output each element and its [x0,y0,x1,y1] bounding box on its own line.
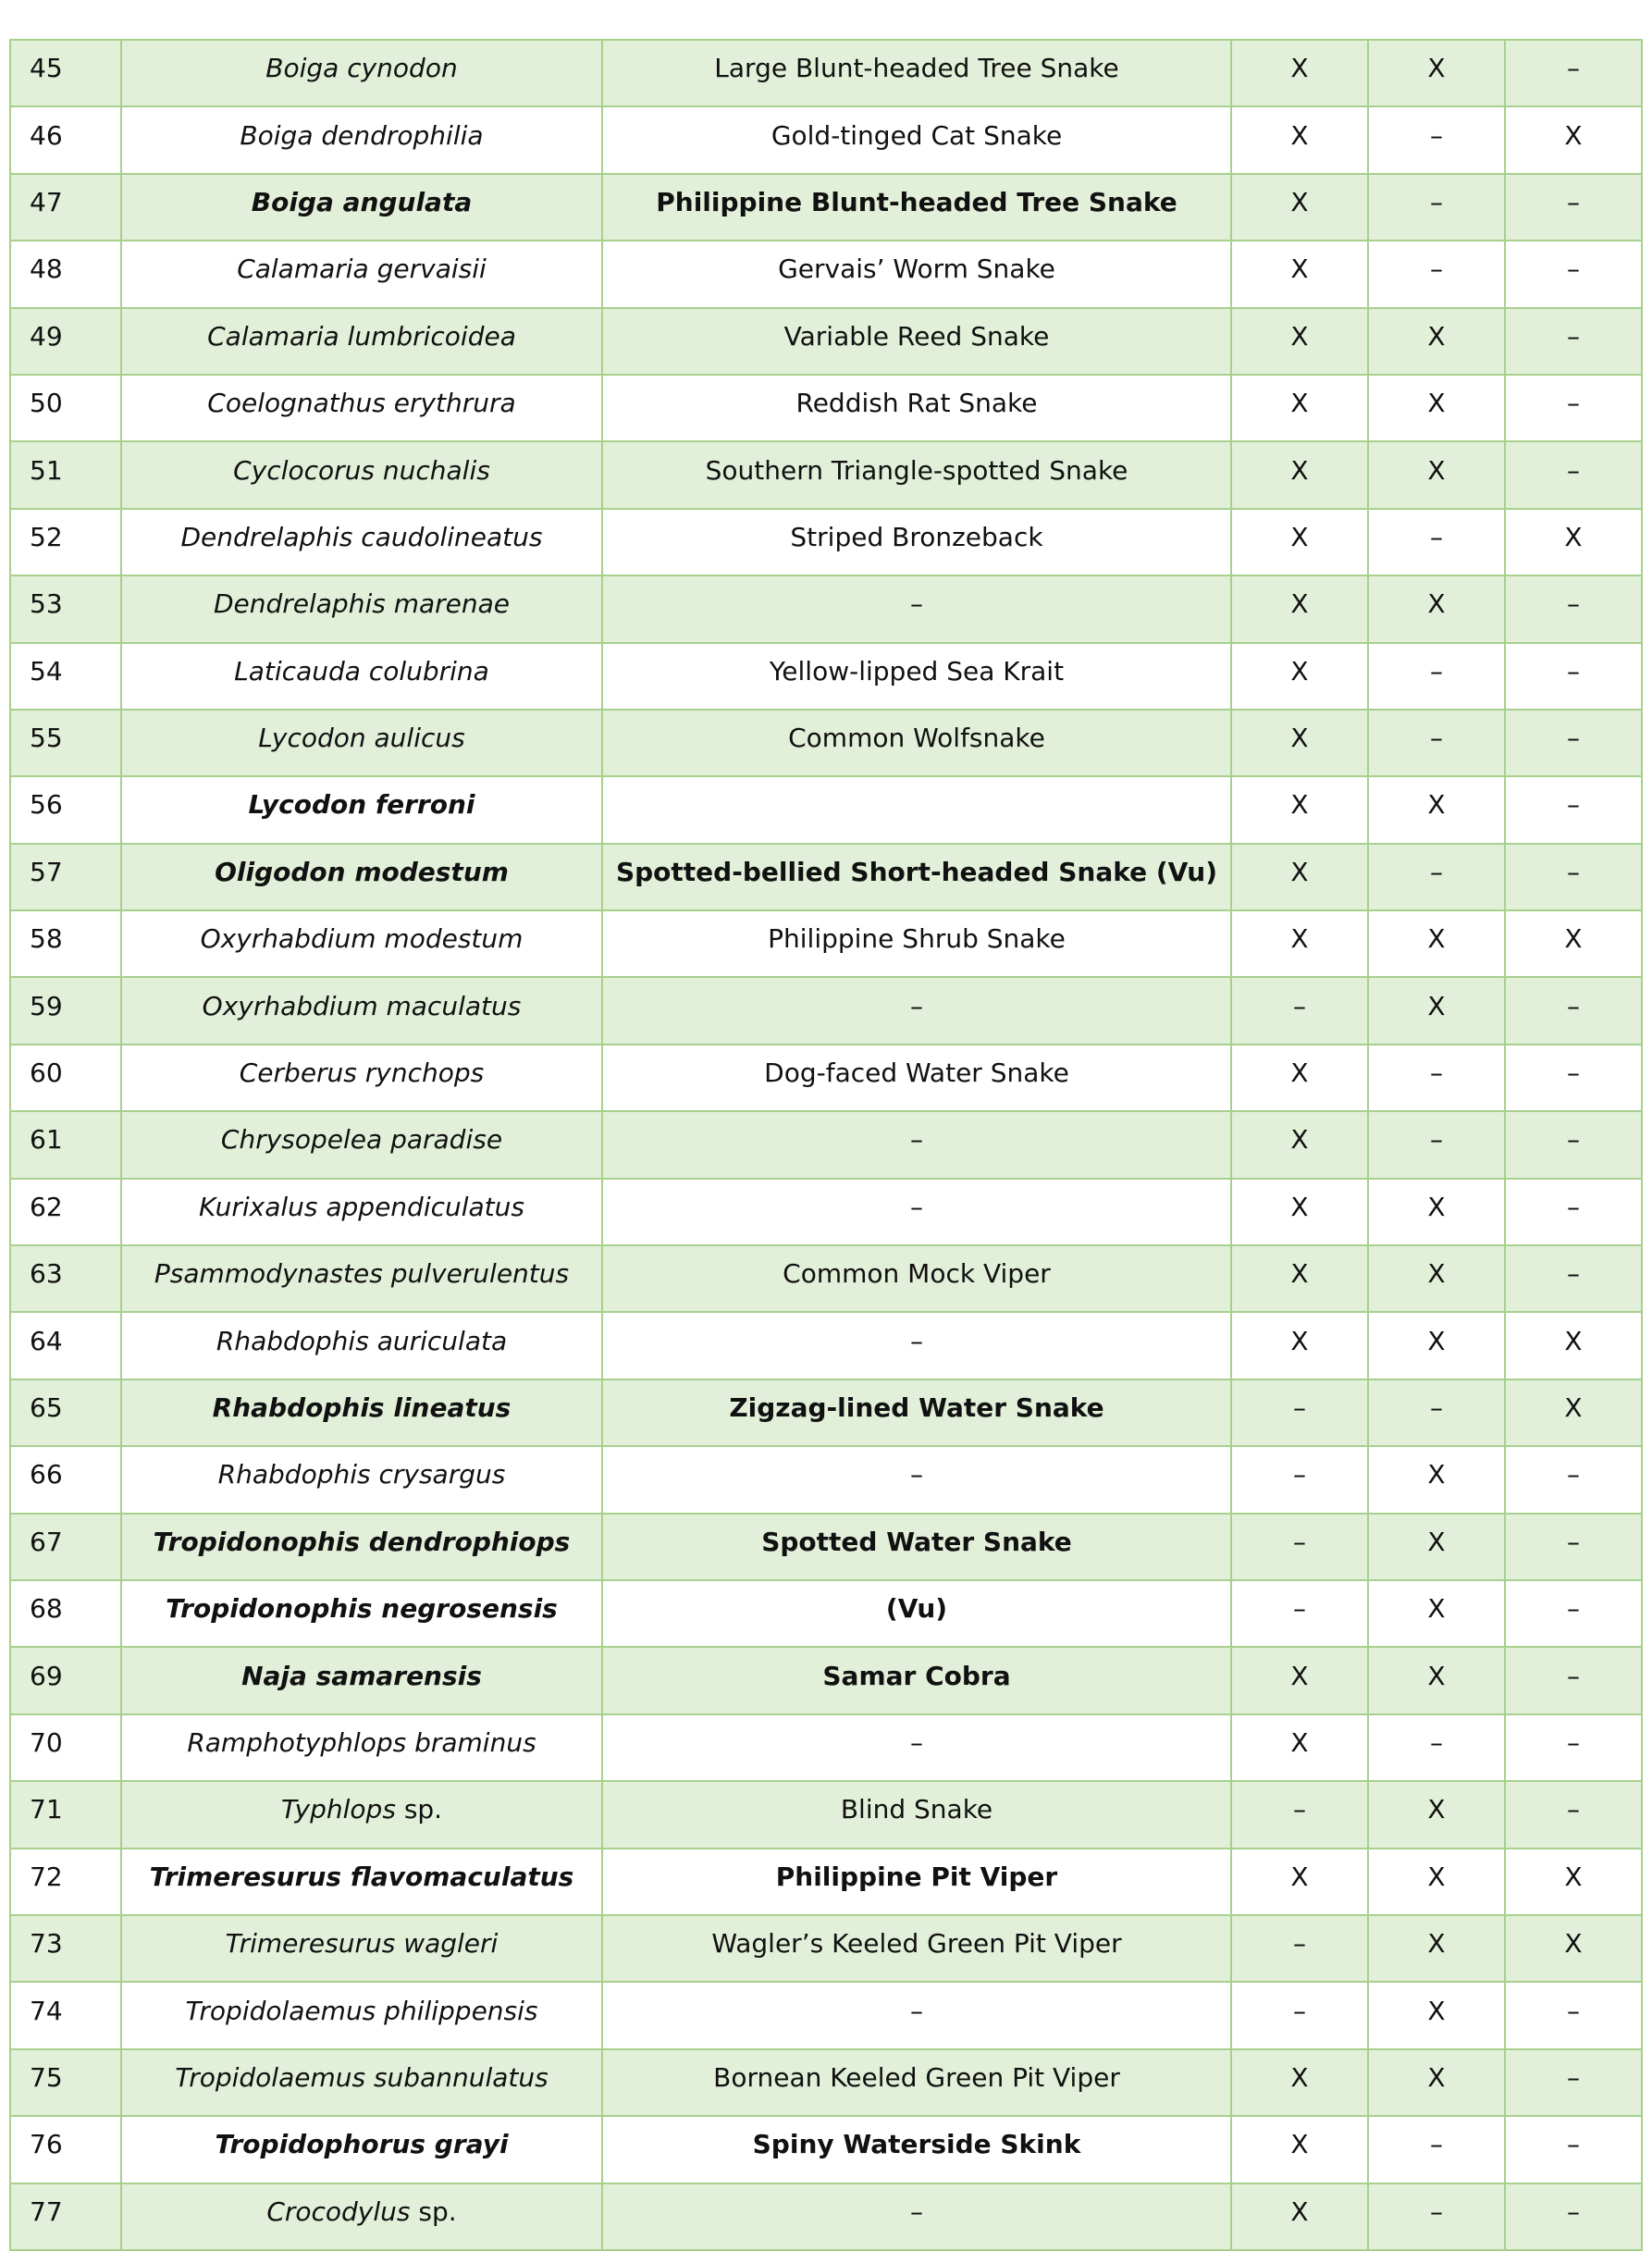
scientific-name [121,1580,602,1647]
common-name: – [602,1446,1231,1513]
site-3-presence: X [1505,910,1642,977]
common-name: Common Wolfsnake [602,710,1231,776]
site-2-presence: X [1368,1312,1505,1379]
site-3-presence: X [1505,509,1642,575]
scientific-name-text: Tropidonophis dendrophiops [153,1526,571,1557]
site-2-presence: – [1368,1111,1505,1178]
common-name: – [602,1179,1231,1245]
common-name: – [602,1312,1231,1379]
site-3-presence: – [1505,1045,1642,1111]
scientific-name [121,1312,602,1379]
common-name: – [602,1111,1231,1178]
site-2-presence: – [1368,509,1505,575]
common-name: Striped Bronzeback [602,509,1231,575]
site-3-presence: – [1505,2049,1642,2116]
site-1-presence: – [1231,1514,1368,1580]
common-name: Southern Triangle-spotted Snake [602,441,1231,508]
site-3-presence: – [1505,2183,1642,2250]
scientific-name [121,174,602,241]
site-3-presence: – [1505,1111,1642,1178]
scientific-name [121,1179,602,1245]
scientific-name-text: Ramphotyphlops braminus [187,1726,536,1758]
table-row [10,575,1642,642]
table-row [10,776,1642,843]
common-name: – [602,1714,1231,1781]
scientific-name-text: Chrysopelea paradise [220,1124,503,1156]
scientific-name [121,1982,602,2048]
scientific-name [121,1111,602,1178]
site-2-presence: X [1368,1982,1505,2048]
scientific-name-text: Trimeresurus flavomaculatus [149,1861,574,1892]
record-number: 45 [10,40,121,106]
record-number: 49 [10,308,121,375]
record-number: 75 [10,2049,121,2116]
common-name: (Vu) [602,1580,1231,1647]
site-1-presence: X [1231,910,1368,977]
site-3-presence: – [1505,40,1642,106]
common-name: Common Mock Viper [602,1245,1231,1312]
site-1-presence: X [1231,106,1368,173]
common-name: – [602,2183,1231,2250]
scientific-name [121,1245,602,1312]
site-1-presence: X [1231,174,1368,241]
table-row [10,1915,1642,1982]
scientific-name-text: Laticauda colubrina [234,655,489,686]
scientific-name [121,40,602,106]
site-2-presence: X [1368,375,1505,441]
record-number: 67 [10,1514,121,1580]
table-row [10,2049,1642,2116]
site-1-presence: X [1231,844,1368,910]
scientific-name-text: Boiga angulata [251,186,473,217]
site-1-presence: – [1231,1982,1368,2048]
record-number: 58 [10,910,121,977]
site-1-presence: X [1231,1312,1368,1379]
scientific-name-text: Cerberus rynchops [239,1057,485,1089]
scientific-name [121,977,602,1044]
scientific-name-text: Boiga cynodon [265,53,458,84]
scientific-name [121,2116,602,2183]
common-name: Spotted-bellied Short-headed Snake (Vu) [602,844,1231,910]
record-number: 50 [10,375,121,441]
site-1-presence: – [1231,1915,1368,1982]
site-1-presence: X [1231,1179,1368,1245]
scientific-name-text: Tropidonophis negrosensis [166,1593,558,1625]
scientific-name [121,1714,602,1781]
site-3-presence: – [1505,1982,1642,2048]
scientific-name [121,1446,602,1513]
site-2-presence: X [1368,1781,1505,1848]
scientific-name [121,710,602,776]
scientific-name [121,308,602,375]
table-row [10,2183,1642,2250]
table-row [10,241,1642,307]
common-name: – [602,575,1231,642]
record-number: 73 [10,1915,121,1982]
record-number: 74 [10,1982,121,2048]
site-1-presence: X [1231,40,1368,106]
table-row [10,1849,1642,1915]
scientific-name [121,1514,602,1580]
site-2-presence: X [1368,1849,1505,1915]
site-1-presence: X [1231,1111,1368,1178]
site-3-presence: – [1505,441,1642,508]
site-2-presence: X [1368,40,1505,106]
scientific-name [121,2183,602,2250]
site-2-presence: X [1368,308,1505,375]
scientific-name-text: Calamaria lumbricoidea [207,320,516,352]
site-3-presence: – [1505,1647,1642,1713]
site-2-presence: X [1368,977,1505,1044]
scientific-name-text: Coelognathus erythrura [207,388,516,419]
record-number: 63 [10,1245,121,1312]
table-row [10,1647,1642,1713]
site-2-presence: X [1368,1179,1505,1245]
site-2-presence: X [1368,910,1505,977]
record-number: 72 [10,1849,121,1915]
scientific-name-text: Tropidophorus grayi [215,2129,509,2160]
site-1-presence: – [1231,1580,1368,1647]
common-name: – [602,1982,1231,2048]
scientific-name [121,509,602,575]
site-3-presence: X [1505,1379,1642,1446]
site-3-presence: – [1505,643,1642,710]
site-3-presence: – [1505,174,1642,241]
site-1-presence: X [1231,509,1368,575]
record-number: 54 [10,643,121,710]
table-row [10,844,1642,910]
table-row [10,1111,1642,1178]
scientific-name-text: Rhabdophis lineatus [212,1392,512,1423]
table-row [10,1446,1642,1513]
record-number: 62 [10,1179,121,1245]
scientific-name-suffix: sp. [410,2195,457,2227]
site-3-presence: – [1505,776,1642,843]
record-number: 69 [10,1647,121,1713]
site-2-presence: X [1368,575,1505,642]
site-1-presence: – [1231,977,1368,1044]
table-row [10,1312,1642,1379]
site-3-presence: – [1505,977,1642,1044]
record-number: 48 [10,241,121,307]
table-row [10,710,1642,776]
table-row [10,977,1642,1044]
site-1-presence: X [1231,575,1368,642]
site-3-presence: X [1505,106,1642,173]
scientific-name [121,643,602,710]
site-3-presence: – [1505,375,1642,441]
site-2-presence: – [1368,1045,1505,1111]
scientific-name-text: Rhabdophis auriculata [216,1325,508,1356]
site-1-presence: X [1231,2183,1368,2250]
site-3-presence: – [1505,1179,1642,1245]
scientific-name [121,1647,602,1713]
scientific-name-text: Kurixalus appendiculatus [198,1191,524,1222]
site-3-presence: – [1505,1245,1642,1312]
common-name: Large Blunt-headed Tree Snake [602,40,1231,106]
site-2-presence: – [1368,710,1505,776]
scientific-name-text: Rhabdophis crysargus [217,1459,506,1490]
common-name: Reddish Rat Snake [602,375,1231,441]
table-row [10,2116,1642,2183]
common-name: Blind Snake [602,1781,1231,1848]
site-3-presence: X [1505,1849,1642,1915]
site-3-presence: – [1505,308,1642,375]
site-1-presence: X [1231,2116,1368,2183]
table-row [10,1179,1642,1245]
scientific-name [121,844,602,910]
table-row [10,1781,1642,1848]
scientific-name [121,375,602,441]
table-row [10,1045,1642,1111]
site-1-presence: – [1231,1379,1368,1446]
common-name: Philippine Blunt-headed Tree Snake [602,174,1231,241]
record-number: 56 [10,776,121,843]
record-number: 66 [10,1446,121,1513]
scientific-name-text: Tropidolaemus philippensis [185,1995,538,2026]
scientific-name [121,2049,602,2116]
site-1-presence: X [1231,441,1368,508]
site-2-presence: – [1368,2116,1505,2183]
site-1-presence: X [1231,1245,1368,1312]
table-row [10,441,1642,508]
scientific-name-text: Dendrelaphis caudolineatus [180,521,543,552]
table-row [10,174,1642,241]
site-3-presence: – [1505,1781,1642,1848]
common-name: Spiny Waterside Skink [602,2116,1231,2183]
site-3-presence: – [1505,710,1642,776]
site-3-presence: – [1505,2116,1642,2183]
scientific-name-text: Trimeresurus wagleri [225,1928,499,1960]
common-name: Philippine Pit Viper [602,1849,1231,1915]
scientific-name-text: Crocodylus [266,2195,411,2227]
site-3-presence: X [1505,1312,1642,1379]
common-name: Bornean Keeled Green Pit Viper [602,2049,1231,2116]
site-2-presence: X [1368,1915,1505,1982]
scientific-name [121,575,602,642]
table-row [10,106,1642,173]
scientific-name-text: Lycodon ferroni [248,789,475,821]
site-1-presence: X [1231,643,1368,710]
scientific-name-text: Typhlops [280,1794,396,1825]
common-name: Zigzag-lined Water Snake [602,1379,1231,1446]
record-number: 51 [10,441,121,508]
site-3-presence: – [1505,1580,1642,1647]
record-number: 76 [10,2116,121,2183]
site-1-presence: – [1231,1781,1368,1848]
site-2-presence: – [1368,1379,1505,1446]
scientific-name-text: Calamaria gervaisii [237,254,487,285]
site-1-presence: X [1231,375,1368,441]
scientific-name-suffix: sp. [395,1794,443,1825]
record-number: 61 [10,1111,121,1178]
site-3-presence: – [1505,1446,1642,1513]
site-2-presence: X [1368,441,1505,508]
scientific-name [121,1781,602,1848]
site-2-presence: X [1368,2049,1505,2116]
site-2-presence: – [1368,106,1505,173]
record-number: 53 [10,575,121,642]
common-name: Dog-faced Water Snake [602,1045,1231,1111]
table-row [10,375,1642,441]
site-2-presence: X [1368,776,1505,843]
scientific-name-text: Cyclocorus nuchalis [233,454,490,486]
common-name: Variable Reed Snake [602,308,1231,375]
record-number: 47 [10,174,121,241]
site-2-presence: – [1368,1714,1505,1781]
table-row [10,1580,1642,1647]
site-3-presence: – [1505,575,1642,642]
site-2-presence: – [1368,844,1505,910]
site-2-presence: X [1368,1580,1505,1647]
common-name: Yellow-lipped Sea Krait [602,643,1231,710]
site-3-presence: – [1505,844,1642,910]
site-1-presence: X [1231,1647,1368,1713]
record-number: 77 [10,2183,121,2250]
scientific-name [121,776,602,843]
site-3-presence: – [1505,1714,1642,1781]
scientific-name [121,241,602,307]
record-number: 52 [10,509,121,575]
scientific-name [121,1915,602,1982]
site-2-presence: – [1368,241,1505,307]
species-table [9,39,1643,2251]
common-name: Samar Cobra [602,1647,1231,1713]
table-row [10,509,1642,575]
scientific-name-text: Oxyrhabdium modestum [200,923,524,955]
site-1-presence: X [1231,1714,1368,1781]
species-table-body [10,40,1642,2250]
table-row [10,1245,1642,1312]
site-2-presence: X [1368,1446,1505,1513]
site-3-presence: – [1505,1514,1642,1580]
site-3-presence: X [1505,1915,1642,1982]
record-number: 65 [10,1379,121,1446]
site-1-presence: – [1231,1446,1368,1513]
site-1-presence: X [1231,1849,1368,1915]
site-1-presence: X [1231,1045,1368,1111]
record-number: 70 [10,1714,121,1781]
site-2-presence: – [1368,174,1505,241]
table-row [10,40,1642,106]
common-name: Gervais’ Worm Snake [602,241,1231,307]
record-number: 57 [10,844,121,910]
scientific-name [121,1045,602,1111]
site-2-presence: X [1368,1245,1505,1312]
common-name: Wagler’s Keeled Green Pit Viper [602,1915,1231,1982]
scientific-name-text: Oxyrhabdium maculatus [202,990,522,1021]
scientific-name-text: Lycodon aulicus [258,723,465,754]
scientific-name [121,441,602,508]
site-2-presence: – [1368,643,1505,710]
site-1-presence: X [1231,710,1368,776]
record-number: 46 [10,106,121,173]
site-1-presence: X [1231,776,1368,843]
table-row [10,308,1642,375]
table-row [10,1379,1642,1446]
record-number: 60 [10,1045,121,1111]
common-name: Gold-tinged Cat Snake [602,106,1231,173]
site-2-presence: – [1368,2183,1505,2250]
record-number: 59 [10,977,121,1044]
common-name: Philippine Shrub Snake [602,910,1231,977]
table-row [10,643,1642,710]
record-number: 68 [10,1580,121,1647]
scientific-name-text: Boiga dendrophilia [240,119,484,151]
scientific-name [121,910,602,977]
record-number: 71 [10,1781,121,1848]
site-1-presence: X [1231,308,1368,375]
species-checklist [9,39,1641,2251]
table-row [10,910,1642,977]
site-1-presence: X [1231,241,1368,307]
scientific-name [121,1379,602,1446]
table-row [10,1982,1642,2048]
table-row [10,1714,1642,1781]
scientific-name [121,106,602,173]
scientific-name-text: Naja samarensis [241,1660,482,1691]
table-row [10,1514,1642,1580]
site-2-presence: X [1368,1514,1505,1580]
common-name [602,776,1231,843]
scientific-name-text: Psammodynastes pulverulentus [154,1258,570,1290]
scientific-name-text: Oligodon modestum [215,856,509,887]
record-number: 64 [10,1312,121,1379]
site-1-presence: X [1231,2049,1368,2116]
record-number: 55 [10,710,121,776]
scientific-name-text: Dendrelaphis marenae [213,588,511,620]
scientific-name [121,1849,602,1915]
site-2-presence: X [1368,1647,1505,1713]
common-name: – [602,977,1231,1044]
scientific-name-text: Tropidolaemus subannulatus [175,2061,549,2093]
site-3-presence: – [1505,241,1642,307]
common-name: Spotted Water Snake [602,1514,1231,1580]
